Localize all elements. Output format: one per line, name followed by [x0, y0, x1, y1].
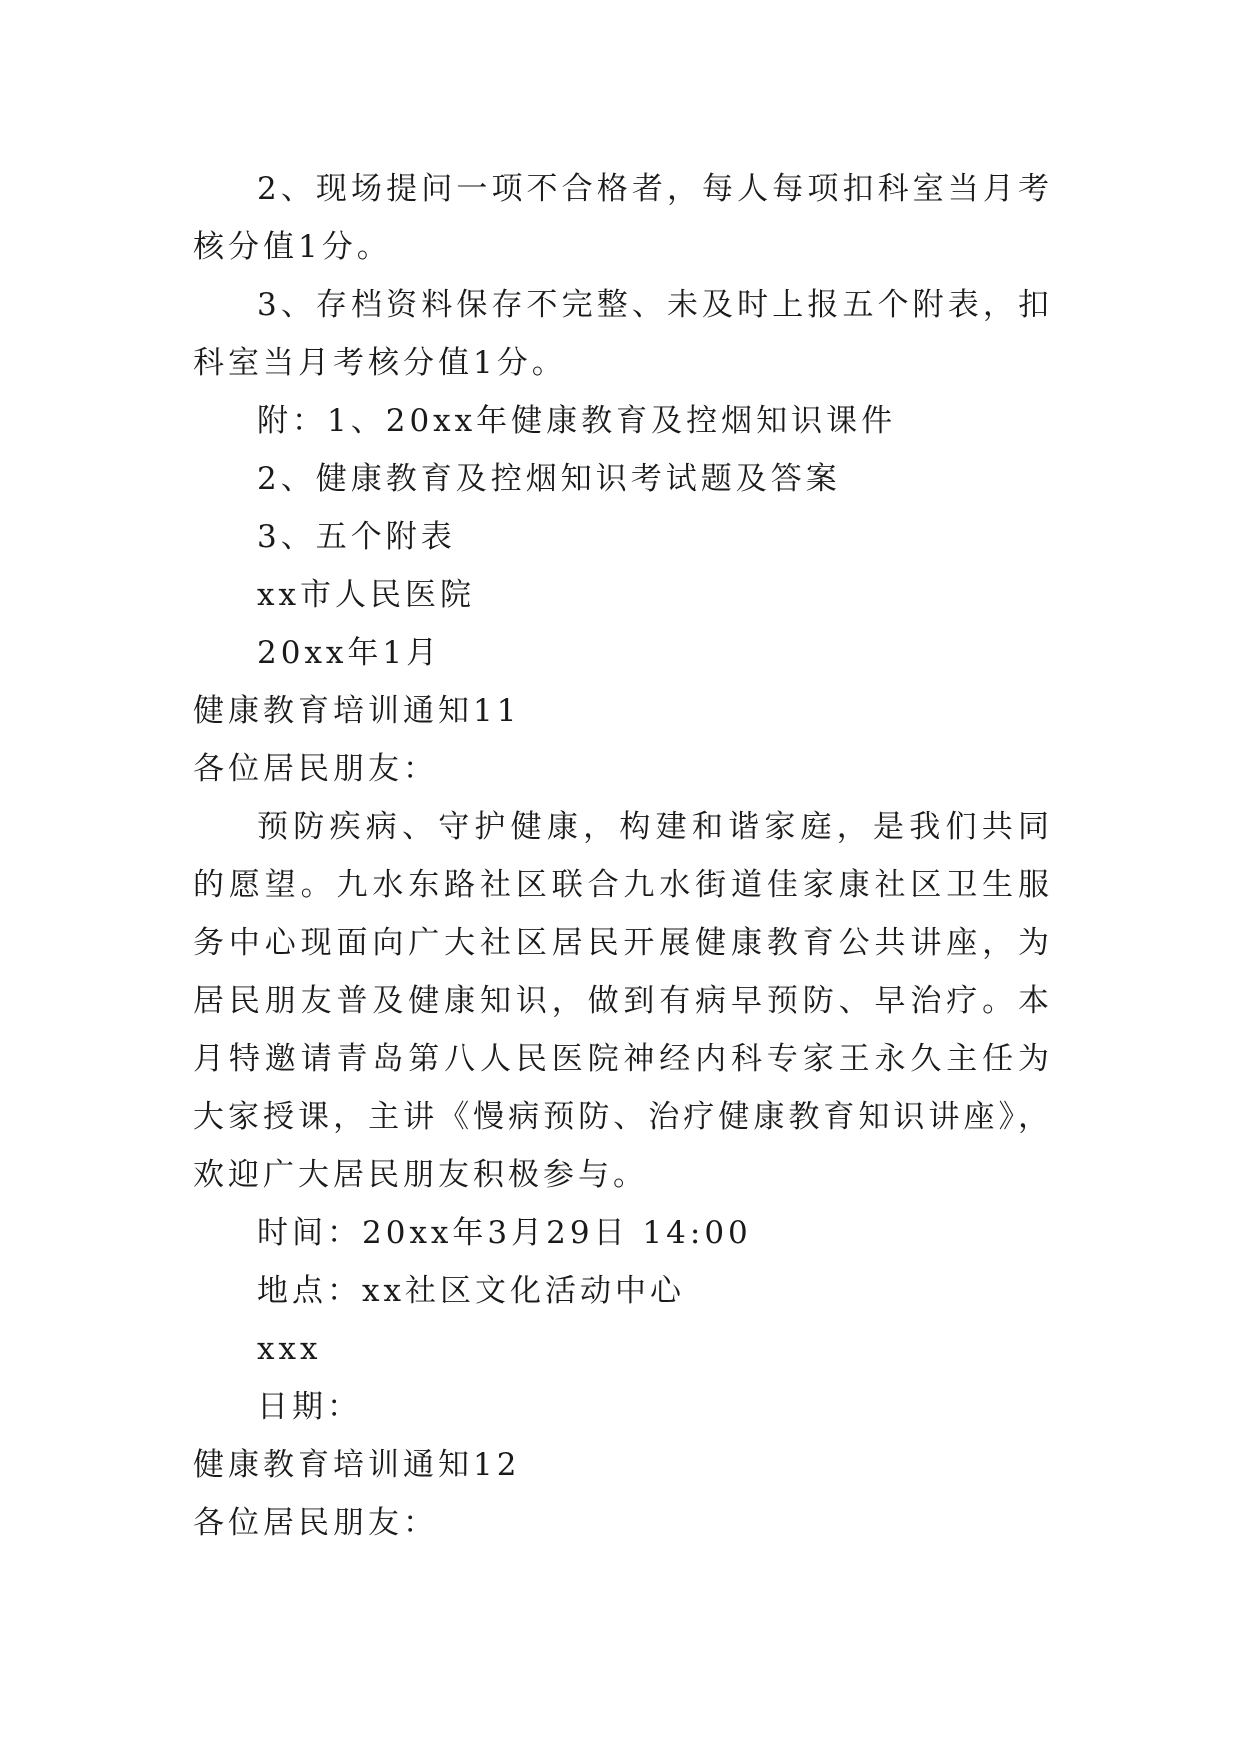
attachment-1: 附：1、20xx年健康教育及控烟知识课件	[257, 403, 897, 439]
paragraph-item-3-penalty: 3、存档资料保存不完整、未及时上报五个附表，扣科室当月考核分值1分。	[193, 287, 1053, 381]
paragraph-item-2-penalty: 2、现场提问一项不合格者，每人每项扣科室当月考核分值1分。	[193, 171, 1053, 265]
section-title-12: 健康教育培训通知12	[193, 1447, 521, 1483]
attachment-2: 2、健康教育及控烟知识考试题及答案	[257, 461, 841, 497]
salutation-12: 各位居民朋友：	[193, 1505, 438, 1541]
attachment-3: 3、五个附表	[257, 519, 456, 555]
document-body	[193, 160, 1053, 1552]
signature-placeholder: xxx	[257, 1331, 322, 1367]
date-line: 日期：	[257, 1389, 362, 1425]
event-time: 时间：20xx年3月29日 14:00	[257, 1215, 752, 1251]
salutation-11: 各位居民朋友：	[193, 751, 438, 787]
issue-date: 20xx年1月	[257, 635, 442, 671]
issuer-name: xx市人民医院	[257, 577, 475, 613]
event-location: 地点：xx社区文化活动中心	[257, 1273, 685, 1309]
section-title-11: 健康教育培训通知11	[193, 693, 521, 729]
notice-body-paragraph: 预防疾病、守护健康，构建和谐家庭，是我们共同的愿望。九水东路社区联合九水街道佳家康社区卫生服务中心现面向广大社区居民开展健康教育公共讲座，为居民朋友普及健康知识，做到有病早预防、早治疗。本月特邀请青岛第八人民医院神经内科专家王永久主任为大家授课，主讲《慢病预防、治疗健康教育知识讲座》，欢迎广大居民朋友积极参与。	[193, 809, 1053, 1193]
